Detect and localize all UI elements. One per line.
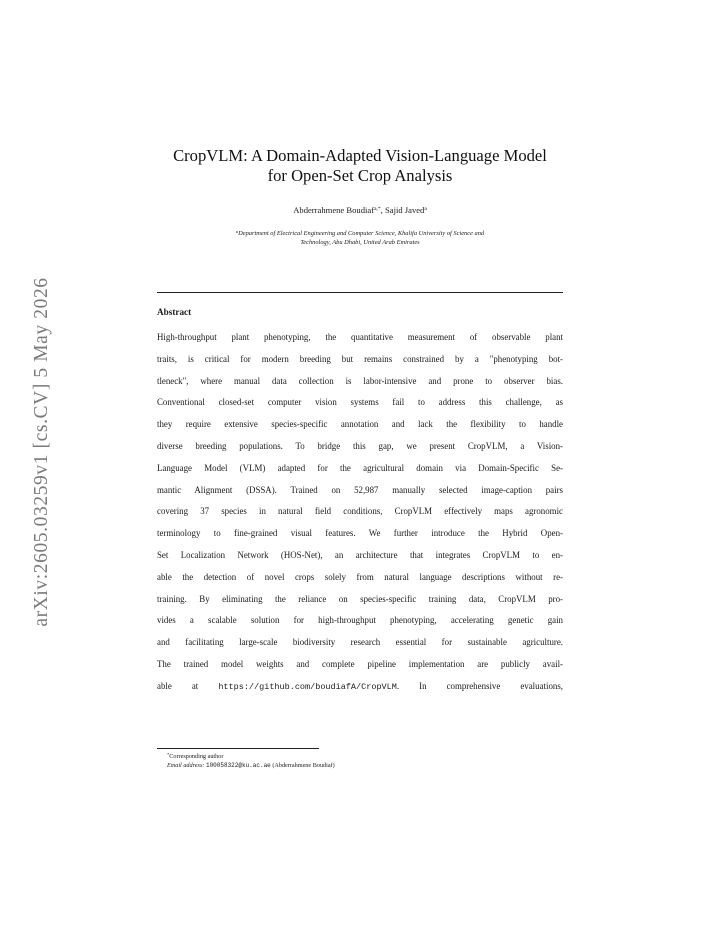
footnote-text: Corresponding author — [169, 753, 224, 760]
author-list — [140, 205, 580, 216]
author-affiliation-mark: a,* — [374, 206, 381, 212]
abstract-line: The trained model weights and complete pipeline implementation are publicly avail- — [157, 658, 563, 669]
affiliation-line — [168, 229, 552, 238]
abstract-line: mantic Alignment (DSSA). Trained on 52,987 manually selected image-caption pairs — [157, 484, 563, 495]
abstract-line: Language Model (VLM) adapted for the agricultural domain via Domain-Specific Se- — [157, 462, 563, 473]
affiliation-mark: a — [235, 229, 239, 234]
abstract-line: traits, is critical for modern breeding but remains constrained by a "phenotyping bot- — [157, 353, 563, 364]
abstract-line: and facilitating large-scale biodiversity research essential for sustainable agriculture. — [157, 637, 563, 648]
author-affiliation-mark: a — [424, 206, 427, 212]
author-affiliation — [168, 229, 552, 247]
affiliation-text: Department of Electrical Engineering and Computer Science, Khalifa University of Science and — [238, 230, 485, 237]
abstract-line-suffix: . In comprehensive evaluations, — [396, 680, 563, 691]
affiliation-line: Technology, Abu Dhabi, United Arab Emirates — [300, 239, 420, 246]
footnote-corresponding-author — [167, 753, 223, 761]
repository-url-link[interactable]: https://github.com/boudiafA/CropVLM — [218, 681, 397, 692]
abstract-line: Conventional closed-set computer vision systems fail to address this challenge, as — [157, 397, 563, 408]
abstract-line: training. By eliminating the reliance on species-specific training data, CropVLM pro- — [157, 593, 563, 604]
abstract-line: able the detection of novel crops solely from natural language descriptions without re- — [157, 571, 563, 582]
abstract-line-with-link — [157, 680, 563, 702]
email-owner: (Abderrahmene Boudiaf) — [272, 762, 335, 769]
abstract-line: terminology to fine-grained visual features. We further introduce the Hybrid Open- — [157, 528, 563, 539]
paper-title-line-2: for Open-Set Crop Analysis — [267, 166, 453, 185]
author-name: Abderrahmene Boudiaf — [293, 205, 375, 215]
abstract-body — [157, 331, 563, 702]
abstract-line: Set Localization Network (HOS-Net), an architecture that integrates CropVLM to en- — [157, 549, 563, 560]
arxiv-identifier-stamp: arXiv:2605.03259v1 [cs.CV] 5 May 2026 — [31, 277, 52, 627]
email-address-link[interactable]: 100058322@ku.ac.ae — [205, 762, 271, 769]
author-name: Sajid Javed — [384, 205, 425, 215]
footnote-rule — [157, 748, 319, 749]
paper-title-line-1: CropVLM: A Domain-Adapted Vision-Language Model — [173, 146, 547, 165]
email-label: Email address: — [167, 762, 205, 769]
abstract-line: High-throughput plant phenotyping, the quantitative measurement of observable plant — [157, 332, 563, 342]
abstract-line: they require extensive species-specific annotation and lack the flexibility to handle — [157, 419, 563, 430]
author-separator: , — [380, 205, 385, 215]
paper-title — [140, 146, 580, 186]
abstract-top-rule — [157, 292, 563, 293]
abstract-line: tleneck", where manual data collection is labor-intensive and prone to observer bias. — [157, 375, 563, 386]
footnote-email — [167, 762, 335, 770]
abstract-line: covering 37 species in natural field conditions, CropVLM effectively maps agronomic — [157, 506, 563, 517]
abstract-line: diverse breeding populations. To bridge this gap, we present CropVLM, a Vision- — [157, 440, 563, 451]
abstract-heading: Abstract — [157, 307, 192, 317]
abstract-line: vides a scalable solution for high-throughput phenotyping, accelerating genetic gain — [157, 615, 563, 626]
footnote-mark: * — [167, 752, 170, 757]
abstract-line-prefix: able at — [157, 680, 219, 691]
